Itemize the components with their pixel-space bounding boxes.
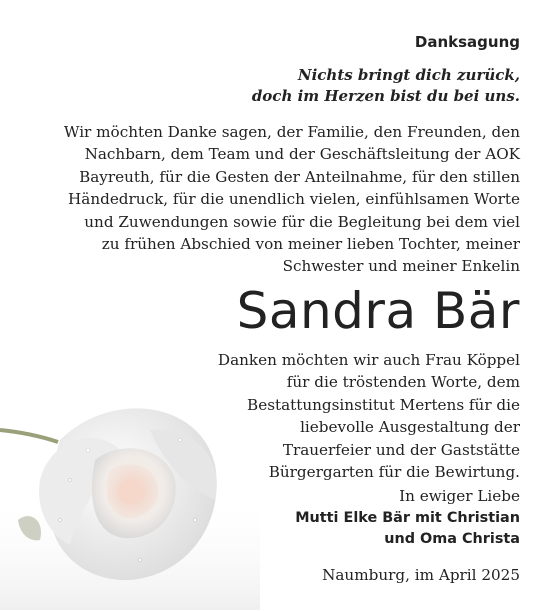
- paragraph-line: Nachbarn, dem Team und der Geschäftsleitung der AOK: [84, 145, 520, 164]
- motto-line: doch im Herzen bist du bei uns.: [251, 87, 520, 105]
- signer-line: Mutti Elke Bär mit Christian: [295, 510, 520, 526]
- paragraph-line: Bestattungsinstitut Mertens für die: [247, 395, 520, 414]
- paragraph-line: Wir möchten Danke sagen, der Familie, den Freunden, den: [63, 123, 520, 141]
- paragraph-line: liebevolle Ausgestaltung der: [300, 418, 520, 437]
- paragraph-line: Danken möchten wir auch Frau Köppel: [217, 351, 520, 369]
- paragraph-line: Schwester und meiner Enkelin: [282, 257, 520, 276]
- motto-line: Nichts bringt dich zurück,: [297, 66, 520, 84]
- signers: [295, 508, 520, 550]
- paragraph-line: und Zuwendungen sowie für die Begleitung bei dem viel: [84, 212, 520, 231]
- deceased-name: Sandra Bär: [236, 282, 520, 340]
- paragraph-line: zu frühen Abschied von meiner lieben Tochter, meiner: [101, 235, 520, 254]
- farewell-line: In ewiger Liebe: [399, 487, 520, 505]
- notice-heading: Danksagung: [414, 33, 520, 51]
- paragraph-line: für die tröstenden Worte, dem: [286, 373, 520, 392]
- place-date: Naumburg, im April 2025: [322, 566, 520, 584]
- additional-thanks-paragraph: [180, 349, 520, 483]
- motto: [252, 65, 520, 107]
- paragraph-line: Händedruck, für die unendlich vielen, einfühlsamen Worte: [68, 190, 520, 209]
- paragraph-line: Trauerfeier und der Gaststätte: [282, 440, 520, 459]
- signer-line: und Oma Christa: [384, 531, 520, 547]
- thank-you-paragraph: [20, 121, 520, 278]
- paragraph-line: Bürgergarten für die Bewirtung.: [268, 463, 520, 482]
- paragraph-line: Bayreuth, für die Gesten der Anteilnahme, für den stillen: [79, 167, 520, 186]
